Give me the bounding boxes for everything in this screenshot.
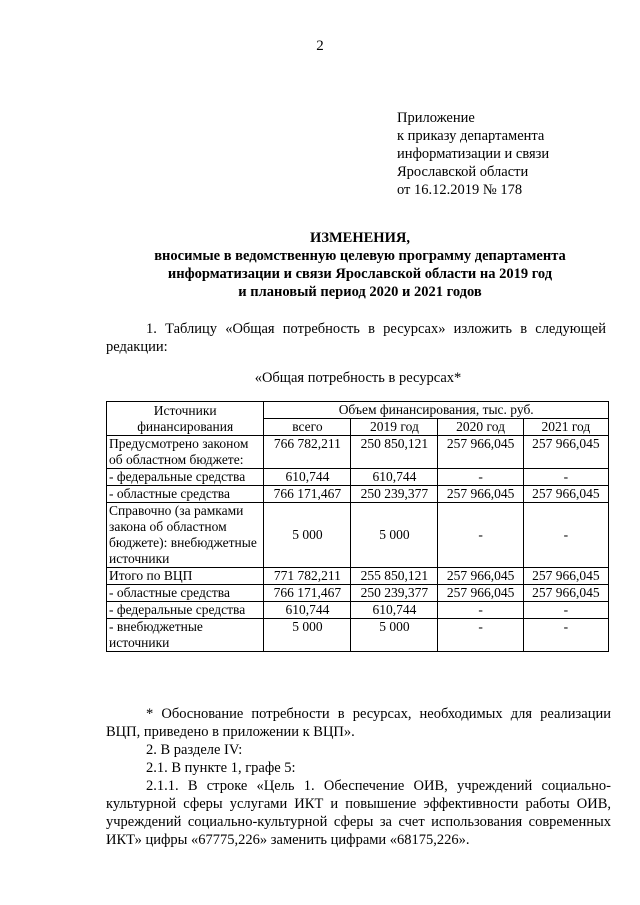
row-total: 766 171,467 <box>264 486 351 503</box>
table-row <box>107 568 609 585</box>
row-source: - федеральные средства <box>107 602 264 619</box>
row-2021: 257 966,045 <box>523 486 608 503</box>
row-2019: 5 000 <box>351 619 438 652</box>
row-2020: - <box>438 602 523 619</box>
row-source: Предусмотрено законом об областном бюджете: <box>107 436 264 469</box>
table-footnote: * Обоснование потребности в ресурсах, необходимых для реализации ВЦП, приведено в приложении к ВЦП». <box>106 706 611 740</box>
section-2-heading: 2. В разделе IV: <box>146 742 243 758</box>
row-total: 766 782,211 <box>264 436 351 469</box>
page-number: 2 <box>316 38 324 54</box>
title-line: информатизации и связи Ярославской области на 2019 год <box>167 266 553 282</box>
appendix-line: Приложение <box>397 110 475 126</box>
appendix-line: Ярославской области <box>397 164 529 180</box>
row-total: 766 171,467 <box>264 585 351 602</box>
appendix-line: информатизации и связи <box>397 146 550 162</box>
table-row <box>107 619 609 652</box>
title-line: вносимые в ведомственную целевую программу департамента <box>154 248 566 264</box>
table-row <box>107 602 609 619</box>
row-total: 610,744 <box>264 602 351 619</box>
row-2020: 257 966,045 <box>438 436 523 469</box>
row-2021: 257 966,045 <box>523 568 608 585</box>
row-2020: - <box>438 619 523 652</box>
appendix-block <box>397 109 549 199</box>
header-source: Источники финансирования <box>107 402 264 436</box>
row-total: 5 000 <box>264 503 351 568</box>
row-2020: 257 966,045 <box>438 568 523 585</box>
header-year-2019: 2019 год <box>351 419 438 436</box>
row-source: - областные средства <box>107 486 264 503</box>
row-source: - внебюджетные источники <box>107 619 264 652</box>
row-total: 5 000 <box>264 619 351 652</box>
row-2019: 610,744 <box>351 602 438 619</box>
header-total: всего <box>264 419 351 436</box>
point-2-1: 2.1. В пункте 1, графе 5: <box>146 760 296 776</box>
paragraph-1: 1. Таблицу «Общая потребность в ресурсах» изложить в следующей редакции: <box>106 321 606 355</box>
row-source: - областные средства <box>107 585 264 602</box>
row-2020: 257 966,045 <box>438 585 523 602</box>
table-row <box>107 486 609 503</box>
row-2021: 257 966,045 <box>523 585 608 602</box>
row-2021: - <box>523 602 608 619</box>
header-year-2021: 2021 год <box>523 419 608 436</box>
title-line: и плановый период 2020 и 2021 годов <box>238 284 482 300</box>
row-2019: 250 239,377 <box>351 486 438 503</box>
table-row <box>107 469 609 486</box>
appendix-line: от 16.12.2019 № 178 <box>397 182 523 198</box>
row-2021: - <box>523 469 608 486</box>
point-2-1-1: 2.1.1. В строке «Цель 1. Обеспечение ОИВ, учреждений социально-культурной сферы услугами ИКТ и повышение эффективности работы ОИВ, учреждений социально-культурной сферы за счет использования современных ИКТ» цифры «67775,226» заменить цифрами «68175,226». <box>106 778 611 848</box>
row-total: 610,744 <box>264 469 351 486</box>
table-row <box>107 503 609 568</box>
row-2020: - <box>438 469 523 486</box>
table-header-row <box>107 402 609 419</box>
row-2019: 5 000 <box>351 503 438 568</box>
header-volume: Объем финансирования, тыс. руб. <box>264 402 609 419</box>
document-title <box>100 229 620 301</box>
row-2021: 257 966,045 <box>523 436 608 469</box>
row-source: Итого по ВЦП <box>107 568 264 585</box>
row-2021: - <box>523 619 608 652</box>
header-year-2020: 2020 год <box>438 419 523 436</box>
table-caption: «Общая потребность в ресурсах* <box>254 370 462 386</box>
table-row <box>107 585 609 602</box>
row-2019: 250 239,377 <box>351 585 438 602</box>
table-row <box>107 436 609 469</box>
row-total: 771 782,211 <box>264 568 351 585</box>
row-2020: 257 966,045 <box>438 486 523 503</box>
row-source: Справочно (за рамками закона об областном бюджете): внебюджетные источники <box>107 503 264 568</box>
appendix-line: к приказу департамента <box>397 128 545 144</box>
row-2019: 250 850,121 <box>351 436 438 469</box>
row-2020: - <box>438 503 523 568</box>
financing-table <box>106 401 609 652</box>
row-source: - федеральные средства <box>107 469 264 486</box>
title-line: ИЗМЕНЕНИЯ, <box>310 230 410 246</box>
row-2019: 255 850,121 <box>351 568 438 585</box>
row-2021: - <box>523 503 608 568</box>
row-2019: 610,744 <box>351 469 438 486</box>
